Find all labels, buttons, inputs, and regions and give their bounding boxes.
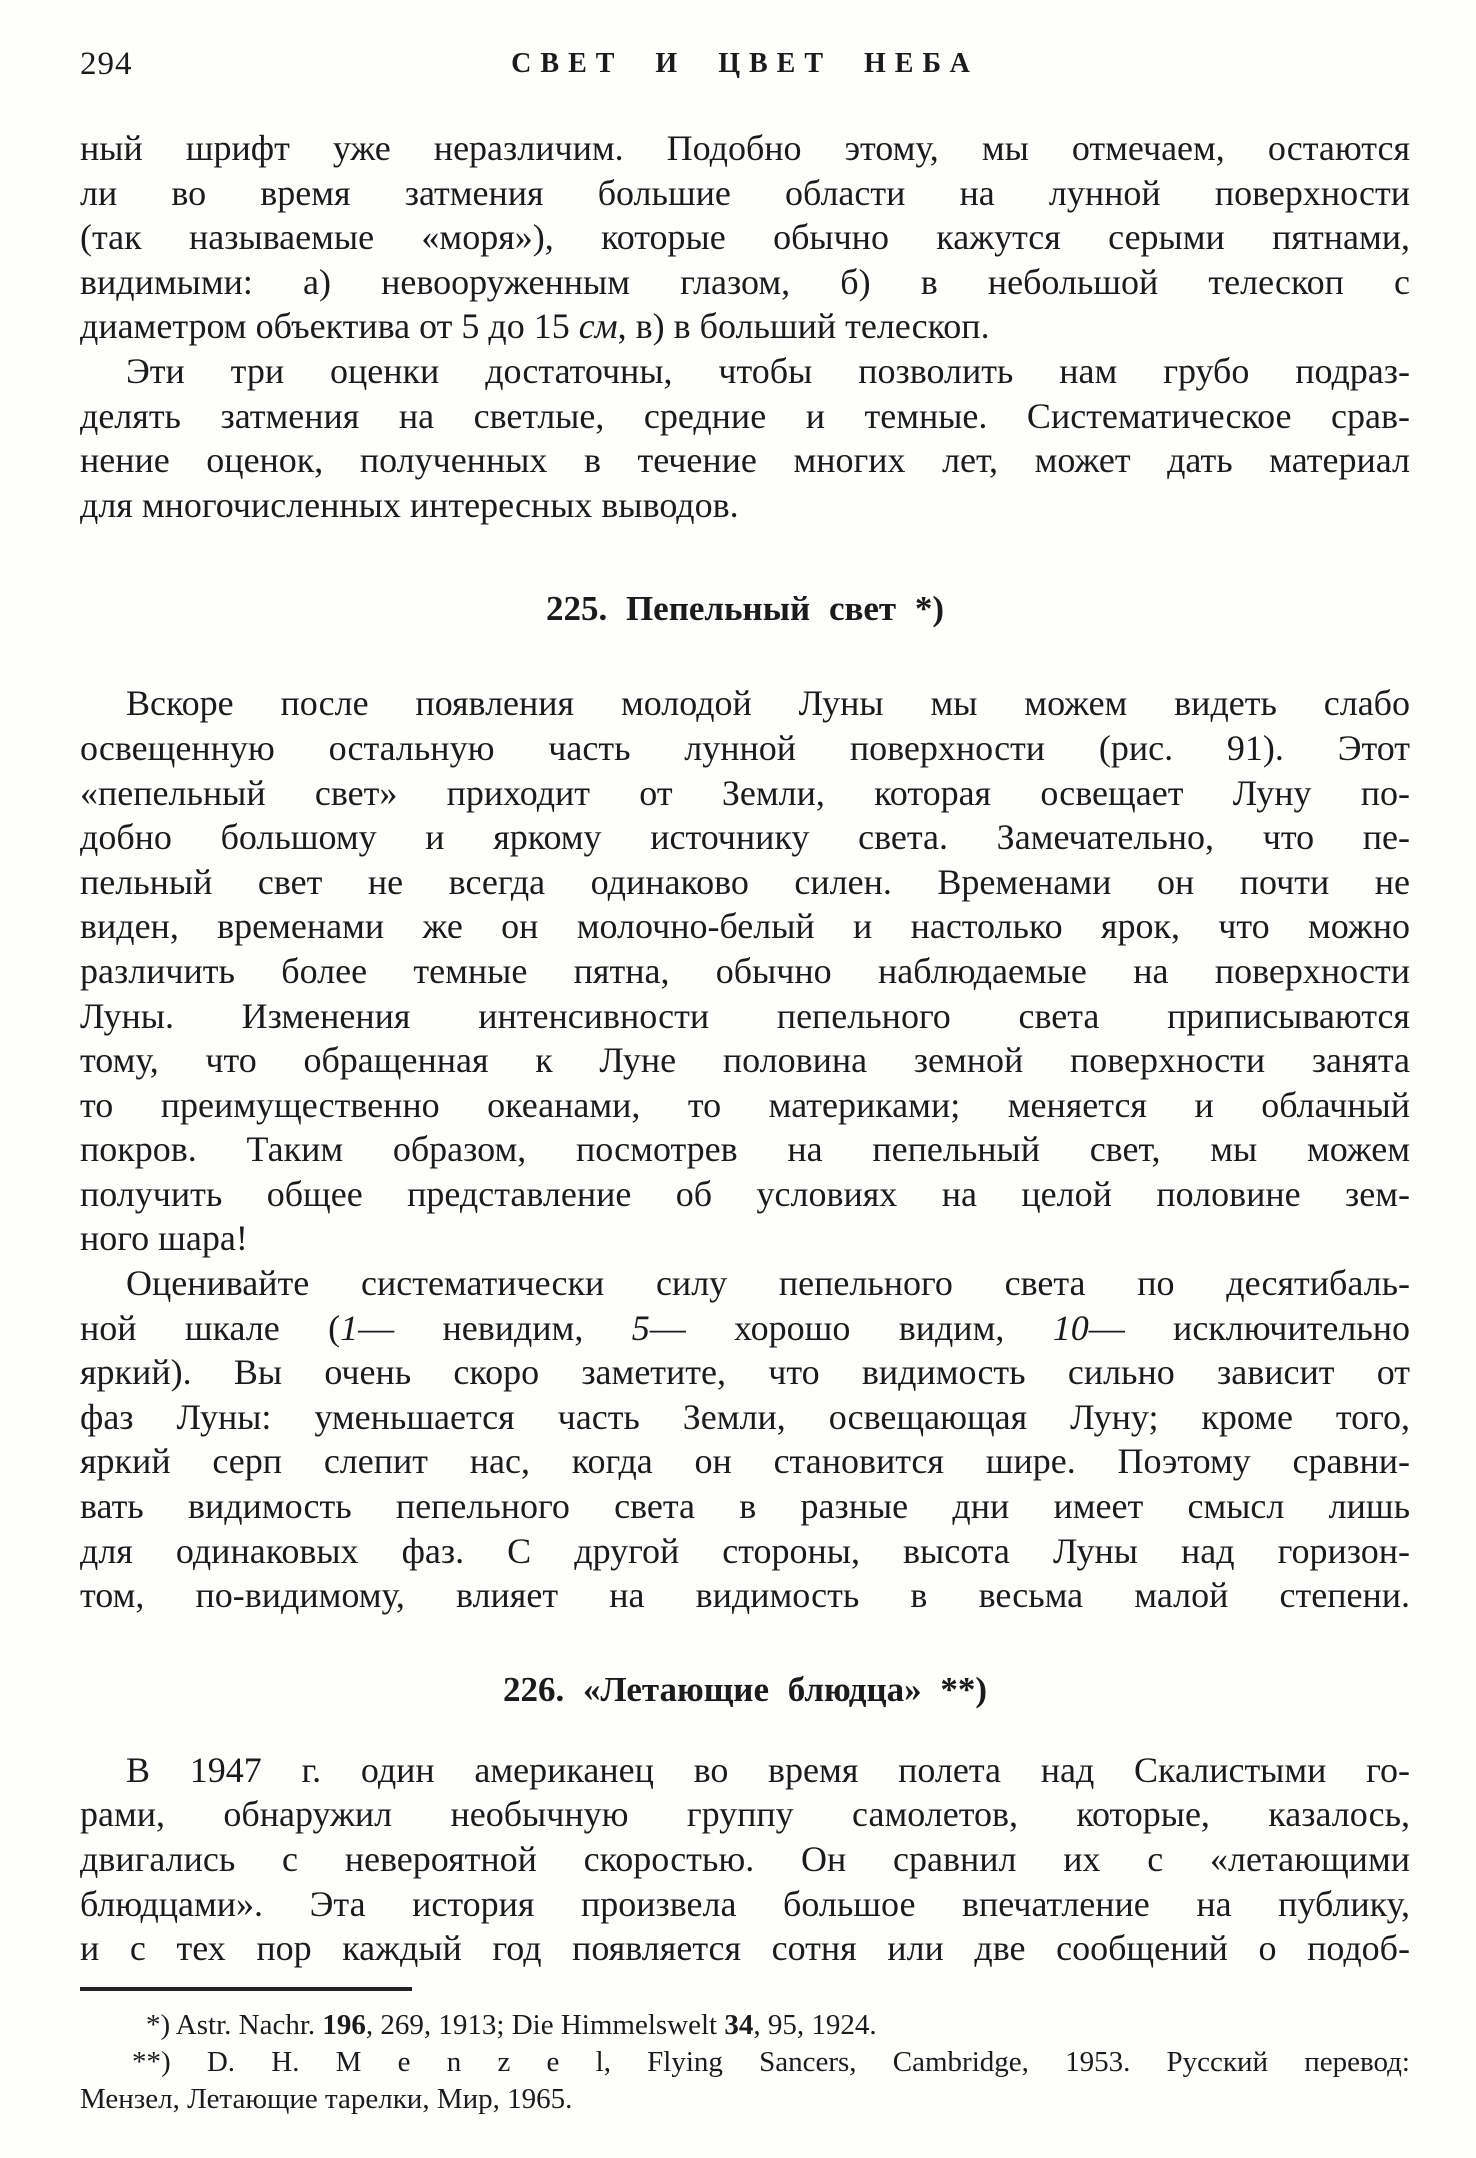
italic-text: см bbox=[578, 306, 618, 347]
text-line: том, по-видимому, влияет на видимость в весьма малой степени. bbox=[80, 1575, 1410, 1616]
running-title: СВЕТ И ЦВЕТ НЕБА bbox=[511, 48, 979, 79]
text-line: Вскоре после появления молодой Луны мы можем видеть слабо bbox=[126, 683, 1410, 724]
text-line bbox=[80, 1306, 1410, 1351]
text-line: фаз Луны: уменьшается часть Земли, освещающая Луну; кроме того, bbox=[80, 1396, 1410, 1437]
footnotes bbox=[80, 2007, 1410, 2118]
text-segment: , 269, 1913; Die Himmelswelt bbox=[365, 2008, 725, 2041]
text-line: видимыми: а) невооруженным глазом, б) в небольшой телескоп с bbox=[80, 261, 1410, 302]
text-line: «пепельный свет» приходит от Земли, которая освещает Луну по- bbox=[80, 772, 1410, 813]
text-line: Оценивайте систематически силу пепельного света по десятибаль- bbox=[126, 1263, 1410, 1304]
text-line bbox=[80, 304, 1410, 349]
text-line: ный шрифт уже неразличим. Подобно этому, мы отмечаем, остаются bbox=[80, 128, 1410, 168]
text-segment: — хорошо видим, bbox=[649, 1307, 1053, 1348]
text-segment: , 95, 1924. bbox=[753, 2008, 877, 2041]
text-line: Луны. Изменения интенсивности пепельного света приписываются bbox=[80, 995, 1410, 1036]
footnote-line: **) D. H. M e n z e l, Flying Sancers, Cambridge, 1953. Русский перевод: bbox=[132, 2045, 1410, 2078]
italic-text: 1 bbox=[340, 1307, 359, 1348]
text-line: В 1947 г. один американец во время полета над Скалистыми го- bbox=[126, 1749, 1410, 1790]
footnote-rule bbox=[80, 1987, 412, 1991]
italic-text: 5 bbox=[631, 1307, 650, 1348]
text-line: яркий). Вы очень скоро заметите, что видимость сильно зависит от bbox=[80, 1352, 1410, 1393]
text-segment: — исключительно bbox=[1088, 1307, 1410, 1348]
section-heading-225: 225. Пепельный свет *) bbox=[545, 589, 945, 629]
paragraph-ashen-light bbox=[80, 681, 1410, 1261]
bold-text: 196 bbox=[322, 2008, 366, 2041]
text-line: тому, что обращенная к Луне половина земной поверхности занята bbox=[80, 1040, 1410, 1081]
section-heading-226: 226. «Летающие блюдца» **) bbox=[502, 1669, 988, 1709]
text-line: для многочисленных интересных выводов. bbox=[80, 484, 739, 525]
paragraph-ten-point-scale bbox=[80, 1261, 1410, 1618]
text-segment: ной шкале ( bbox=[80, 1307, 341, 1348]
text-line: получить общее представление об условиях на целой половине зем- bbox=[80, 1173, 1410, 1214]
bold-text: 34 bbox=[724, 2008, 754, 2041]
text-line: освещенную остальную часть лунной поверхности (рис. 91). Этот bbox=[80, 727, 1410, 768]
footnote-line bbox=[80, 2007, 1410, 2044]
text-line: Эти три оценки достаточны, чтобы позволить нам грубо подраз- bbox=[126, 350, 1410, 391]
page-content bbox=[80, 126, 1410, 1971]
paragraph-three-estimates bbox=[80, 349, 1410, 527]
text-segment: , в) в больший телескоп. bbox=[617, 306, 990, 347]
text-line: виден, временами же он молочно-белый и настолько ярок, что можно bbox=[80, 906, 1410, 947]
text-line: и с тех пор каждый год появляется сотня или две сообщений о подоб- bbox=[80, 1928, 1410, 1969]
text-line: нение оценок, полученных в течение многих лет, может дать материал bbox=[80, 440, 1410, 481]
page-number: 294 bbox=[80, 46, 133, 82]
text-line: (так называемые «моря»), которые обычно кажутся серыми пятнами, bbox=[80, 217, 1410, 258]
text-segment: *) Astr. Nachr. bbox=[146, 2008, 323, 2041]
text-line: различить более темные пятна, обычно наблюдаемые на поверхности bbox=[80, 950, 1410, 991]
text-line: двигались с невероятной скоростью. Он сравнил их с «летающими bbox=[80, 1839, 1410, 1879]
text-line: добно большому и яркому источнику света. Замечательно, что пе- bbox=[80, 817, 1410, 858]
text-segment: — невидим, bbox=[358, 1307, 632, 1348]
text-segment: диаметром объектива от 5 до 15 bbox=[80, 306, 579, 347]
paragraph-eclipse-continuation bbox=[80, 126, 1410, 349]
text-line: вать видимость пепельного света в разные дни имеет смысл лишь bbox=[80, 1486, 1410, 1527]
text-line: ли во время затмения большие области на лунной поверхности bbox=[80, 172, 1410, 213]
text-line: делять затмения на светлые, средние и темные. Систематическое срав- bbox=[80, 395, 1410, 436]
text-line: блюдцами». Эта история произвела большое впечатление на публику, bbox=[80, 1883, 1410, 1924]
text-line: яркий серп слепит нас, когда он становится шире. Поэтому сравни- bbox=[80, 1441, 1410, 1482]
footnote-line: Мензел, Летающие тарелки, Мир, 1965. bbox=[80, 2082, 573, 2115]
text-line: рами, обнаружил необычную группу самолетов, которые, казалось, bbox=[80, 1794, 1410, 1835]
text-line: то преимущественно океанами, то материками; меняется и облачный bbox=[80, 1084, 1410, 1125]
text-line: ного шара! bbox=[80, 1218, 248, 1259]
paragraph-flying-saucers bbox=[80, 1748, 1410, 1971]
italic-text: 10 bbox=[1052, 1307, 1089, 1348]
running-head bbox=[80, 44, 1410, 86]
text-line: покров. Таким образом, посмотрев на пепельный свет, мы можем bbox=[80, 1129, 1410, 1170]
text-line: для одинаковых фаз. С другой стороны, высота Луны над горизон- bbox=[80, 1530, 1410, 1571]
text-line: пельный свет не всегда одинаково силен. Временами он почти не bbox=[80, 861, 1410, 902]
